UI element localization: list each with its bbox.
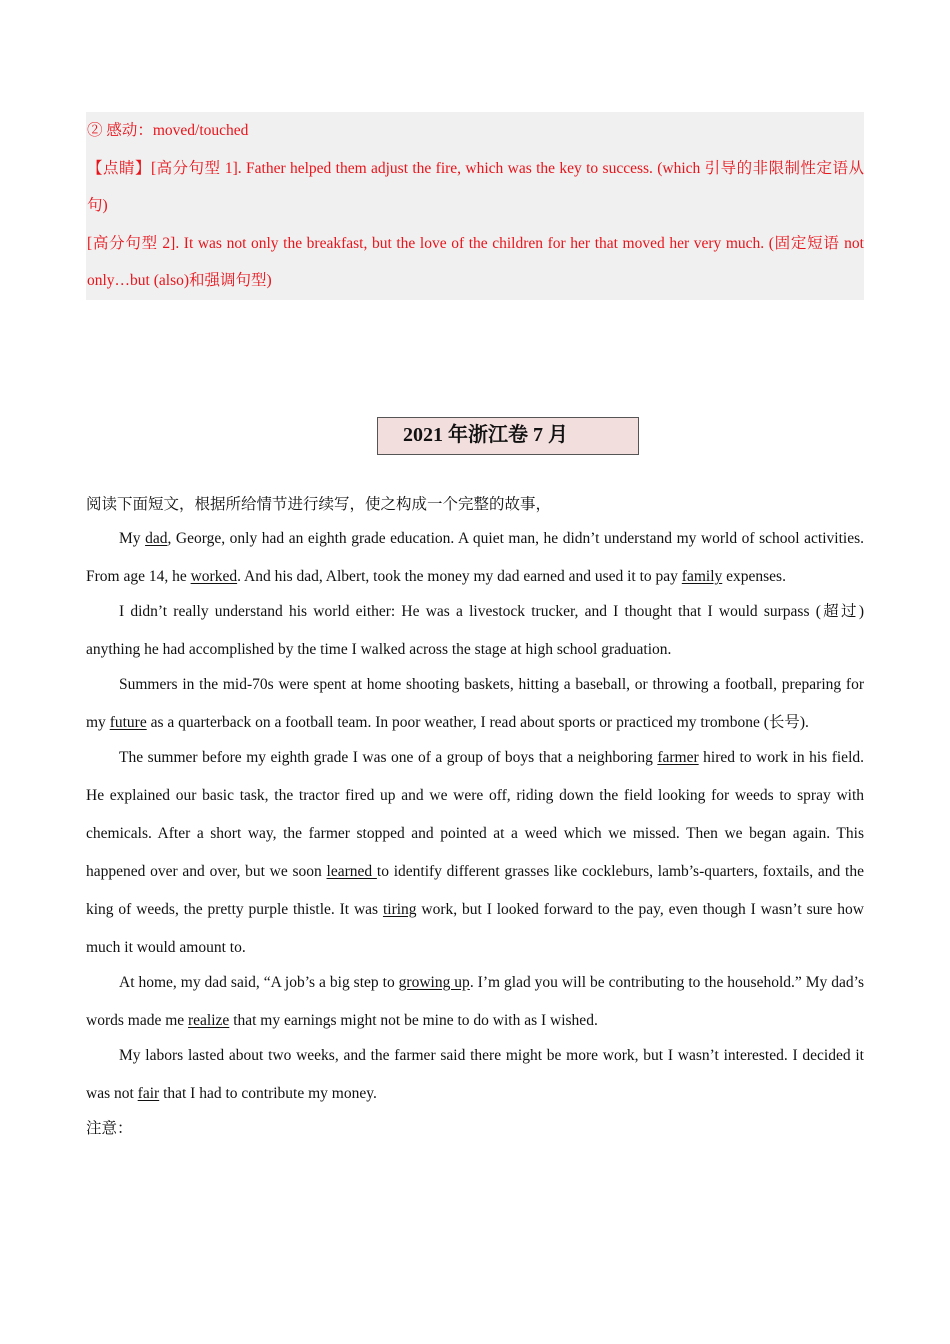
underlined-word: tiring (382, 901, 417, 918)
instruction: 阅读下面短文，根据所给情节进行续写，使之构成一个完整的故事， (86, 496, 552, 513)
text-span: , George, only had an eighth grade education. A quiet man, he didn’t understand my world of school activities. From age 14, he (86, 530, 864, 585)
notice-label: 注意： (86, 1120, 133, 1137)
underlined-word: future (109, 714, 147, 731)
text-span: hired to work in his field. He explained our basic task, the tractor fired up and we were off, riding down the field looking for weeds to spray with chemicals. After a short way, the farmer stopped and pointed at a weed which we missed. Then we began again. This happened over and over, but we soon (86, 749, 864, 880)
text-span: that my earnings might not be mine to do with as I wished. (229, 1012, 598, 1029)
paragraph-3 (86, 666, 864, 742)
tip-sentence-2: [高分句型 2]. It was not only the breakfast, but the love of the children for her that moved her very much. (固定短语 not only…but (also)和强调句型) (87, 234, 864, 289)
underlined-word: worked (190, 568, 238, 585)
text-span: . And his dad, Albert, took the money my dad earned and used it to pay (237, 568, 682, 585)
paragraph-5 (86, 964, 864, 1040)
underlined-word: learned (326, 863, 377, 880)
text-span: . I’m glad you will be contributing to the household.” My dad’s words made me (86, 974, 864, 1029)
note-moved-touched: ② 感动：moved/touched (87, 122, 249, 139)
tip-1-text: [高分句型 1]. Father helped them adjust the fire, which was the key to success. (which 引导的非限制性定语从句) (87, 159, 864, 214)
tip-sentence-1 (87, 150, 864, 225)
paragraph-1 (86, 520, 864, 596)
underlined-word: fair (137, 1085, 160, 1102)
text-span: At home, my dad said, “A job’s a big step to (119, 974, 399, 991)
text-span: Summers in the mid-70s were spent at home shooting baskets, hitting a baseball, or throwing a football, preparing for my (86, 676, 864, 731)
paragraph-6 (86, 1037, 864, 1113)
section-title: 2021 年浙江卷 7 月 (377, 417, 639, 455)
text-span: expenses. (722, 568, 786, 585)
text-span: My (119, 530, 146, 547)
underlined-word: farmer (657, 749, 699, 766)
text-span: as a quarterback on a football team. In poor weather, I read about sports or practiced my trombone (长号). (146, 714, 809, 731)
paragraph-4 (86, 739, 864, 967)
paragraph-2: I didn’t really understand his world either: He was a livestock trucker, and I thought that I would surpass (超过) anything he had accomplished by the time I walked across the stage at high school graduation. (86, 603, 864, 658)
text-span: to identify different grasses like cockleburs, lamb’s-quarters, foxtails, and the king of weeds, the pretty purple thistle. It was (86, 863, 864, 918)
text-span: My labors lasted about two weeks, and the farmer said there might be more work, but I wasn’t interested. I decided it was not (86, 1047, 864, 1102)
tip-label: 【点睛】 (87, 159, 151, 177)
answer-note-box (86, 112, 864, 300)
text-span: The summer before my eighth grade I was one of a group of boys that a neighboring (119, 749, 658, 766)
text-span: that I had to contribute my money. (159, 1085, 377, 1102)
text-span: work, but I looked forward to the pay, even though I wasn’t sure how much it would amount to. (86, 901, 864, 956)
underlined-word: family (681, 568, 723, 585)
underlined-word: realize (188, 1012, 230, 1029)
underlined-word: dad (145, 530, 168, 547)
reading-passage (86, 486, 864, 1148)
underlined-word: growing up (398, 974, 470, 991)
